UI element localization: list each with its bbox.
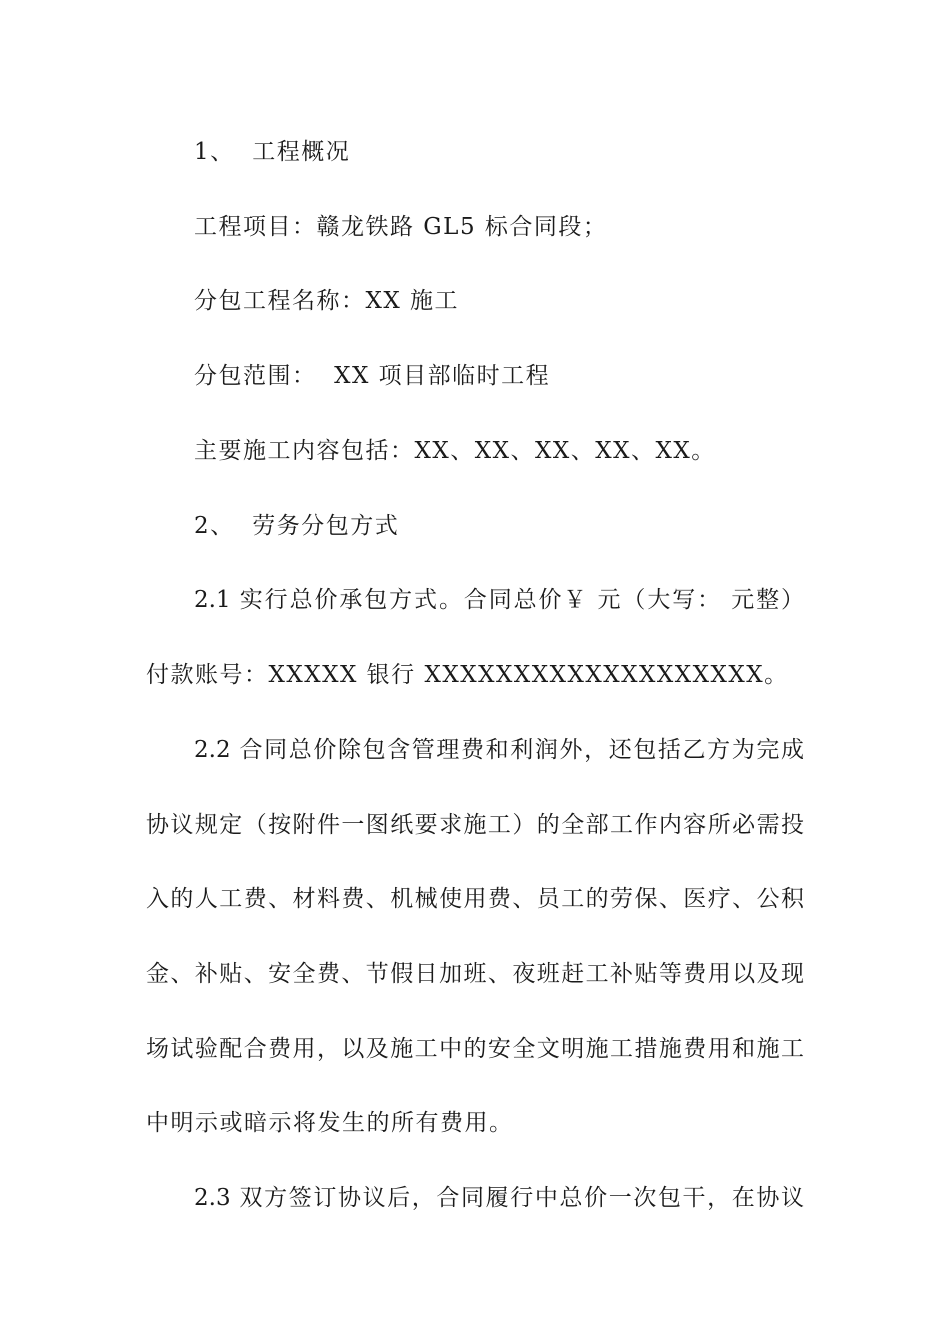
clause-2-1-line-1: 2.1 实行总价承包方式。合同总价￥ 元（大写： 元整） — [194, 587, 804, 613]
clause-2-2-line-1: 2.2 合同总价除包含管理费和利润外，还包括乙方为完成 — [194, 737, 804, 763]
main-content-line: 主要施工内容包括：XX、XX、XX、XX、XX。 — [194, 438, 716, 464]
subcontract-name-line: 分包工程名称：XX 施工 — [194, 288, 460, 314]
clause-2-3-line-1: 2.3 双方签订协议后，合同履行中总价一次包干，在协议 — [194, 1185, 804, 1211]
subcontract-scope-line: 分包范围： XX 项目部临时工程 — [194, 363, 551, 389]
clause-2-2-line-4: 金、补贴、安全费、节假日加班、夜班赶工补贴等费用以及现 — [146, 961, 804, 987]
clause-2-2-line-2: 协议规定（按附件一图纸要求施工）的全部工作内容所必需投 — [146, 812, 804, 838]
section-heading-1: 1、 工程概况 — [194, 139, 351, 165]
project-name-line: 工程项目：赣龙铁路 GL5 标合同段； — [194, 214, 608, 240]
clause-2-2-line-5: 场试验配合费用，以及施工中的安全文明施工措施费用和施工 — [146, 1036, 804, 1062]
clause-2-2-line-6: 中明示或暗示将发生的所有费用。 — [146, 1110, 514, 1136]
clause-2-2-line-3: 入的人工费、材料费、机械使用费、员工的劳保、医疗、公积 — [146, 886, 804, 912]
section-heading-2: 2、 劳务分包方式 — [194, 513, 400, 539]
clause-2-1-line-2: 付款账号：XXXXX 银行 XXXXXXXXXXXXXXXXXXX。 — [146, 662, 789, 688]
